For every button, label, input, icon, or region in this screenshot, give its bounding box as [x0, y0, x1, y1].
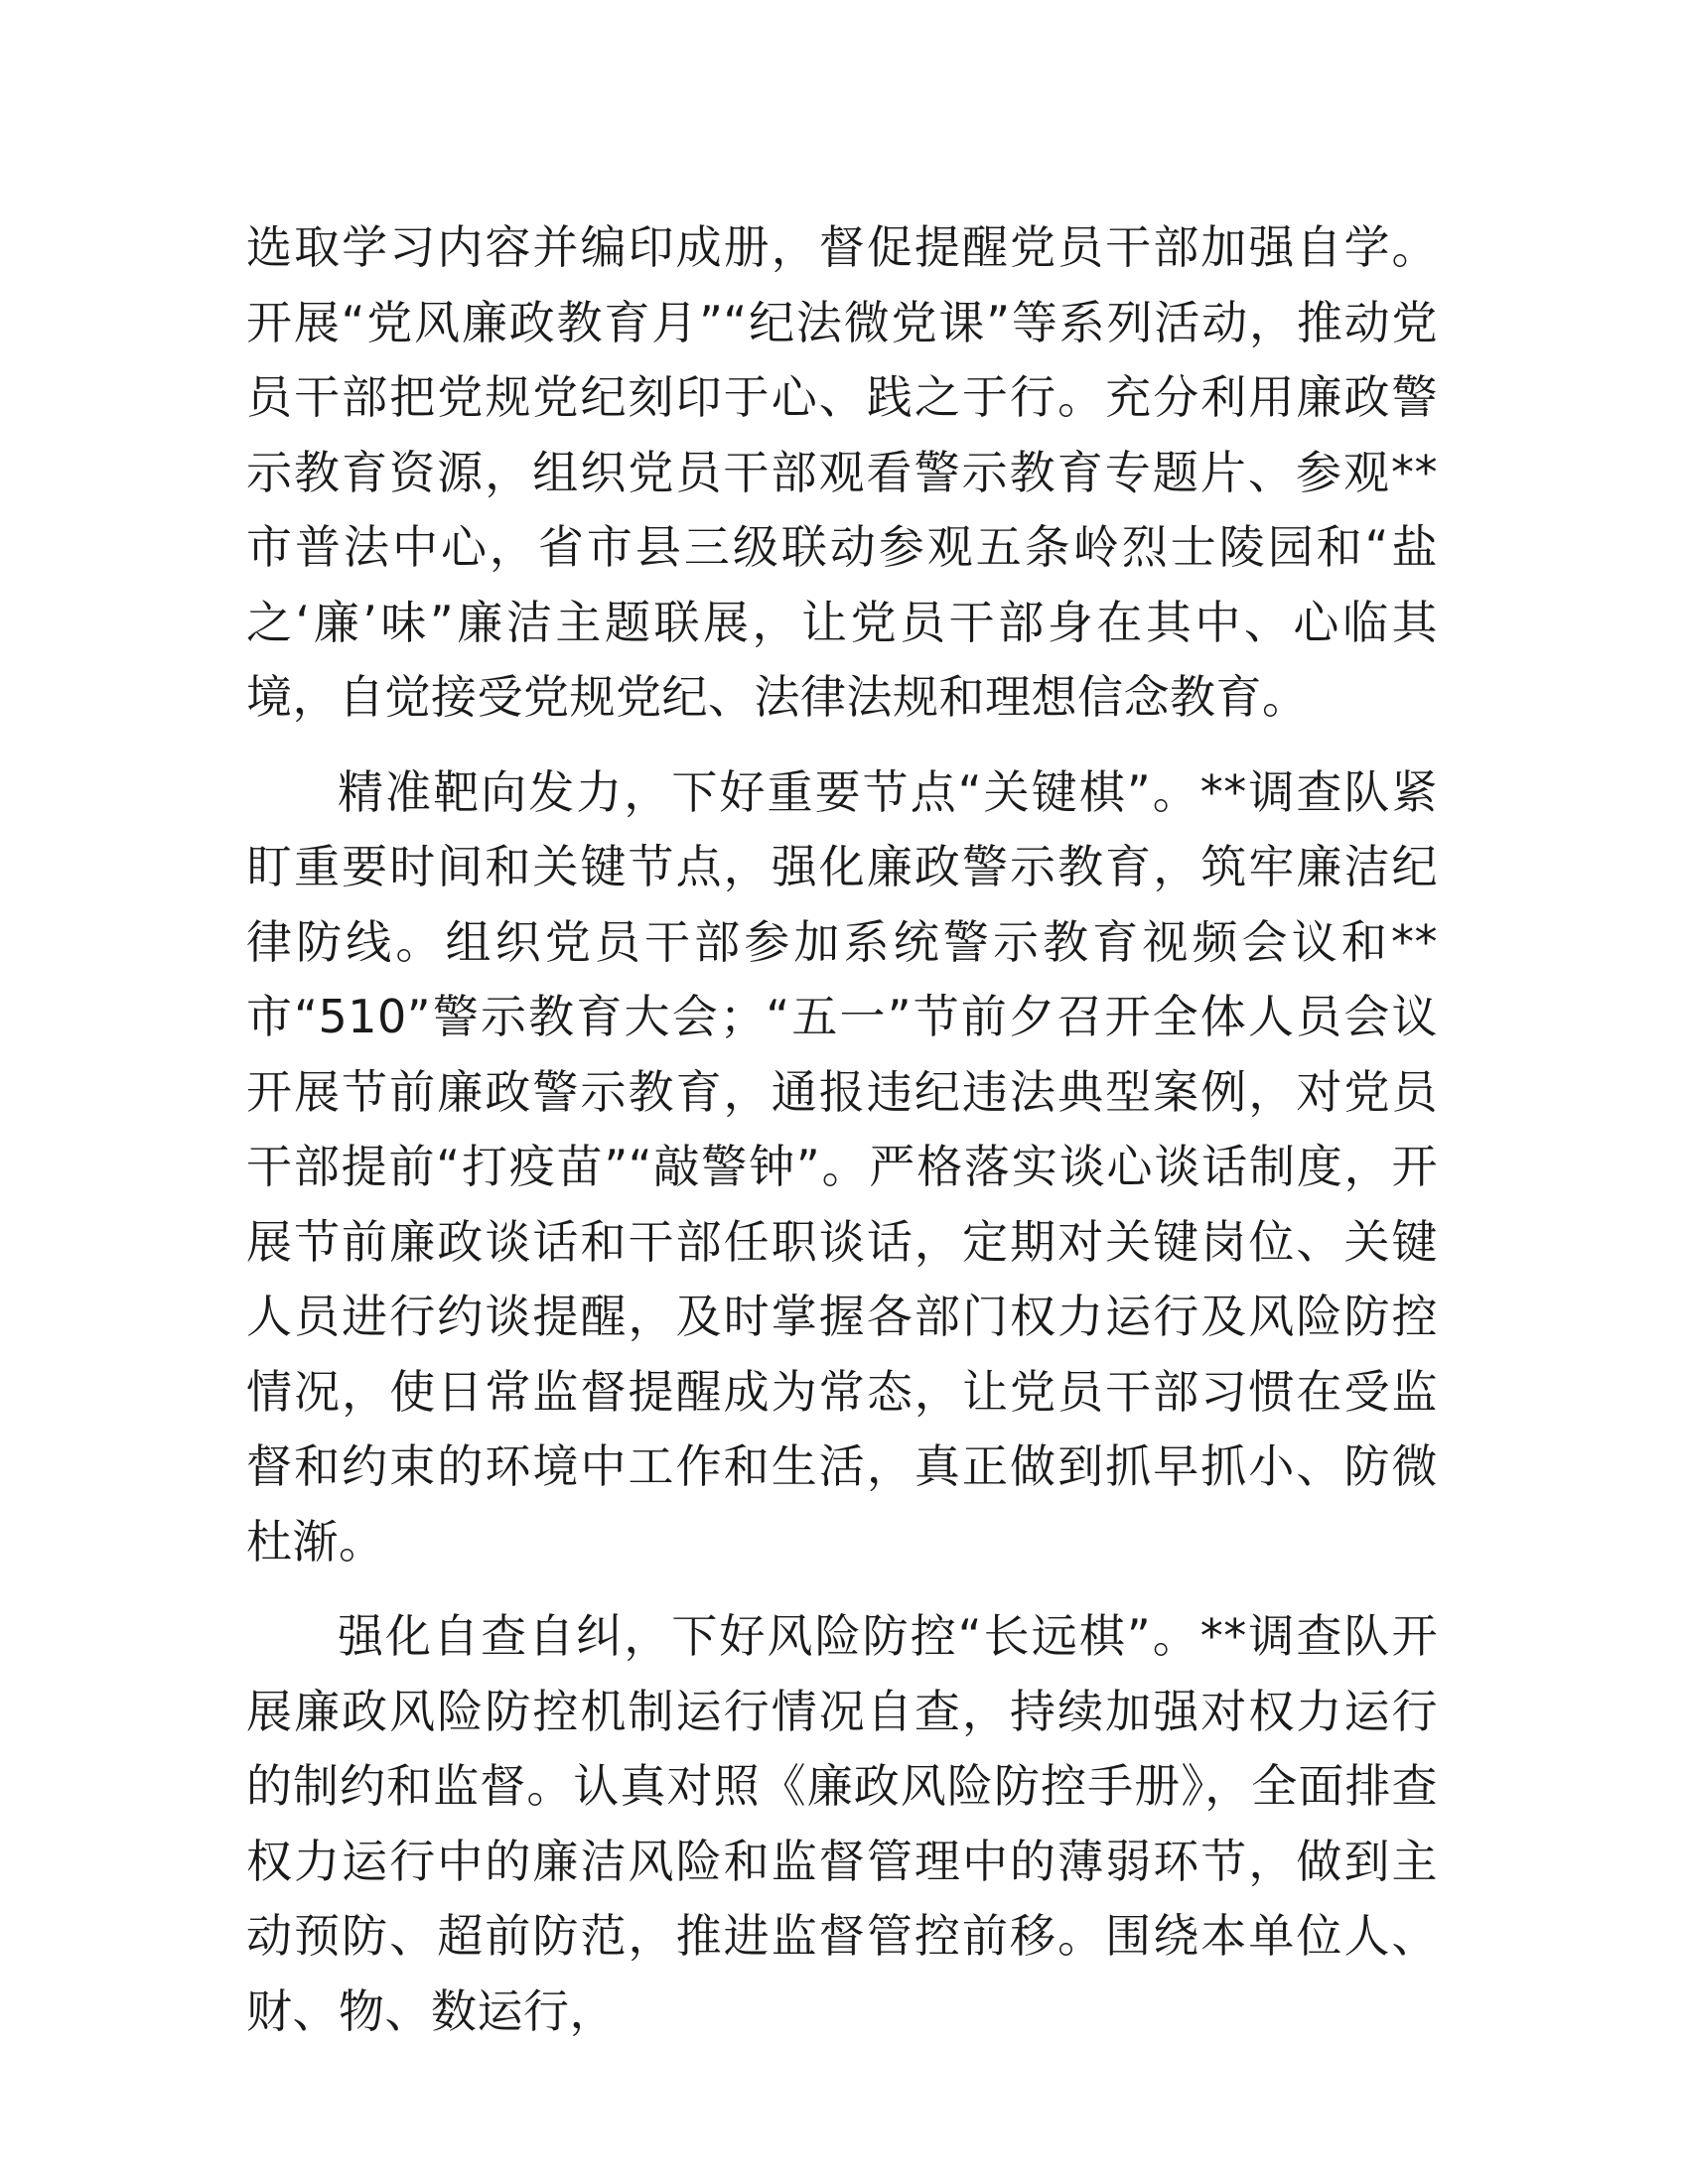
paragraph-2: 精准靶向发力，下好重要节点“关键棋”。**调查队紧盯重要时间和关键节点，强化廉政警示教育，筑牢廉洁纪律防线。组织党员干部参加系统警示教育视频会议和**市“510”警示教育大会；“五一”节前夕召开全体人员会议开展节前廉政警示教育，通报违纪违法典型案例，对党员干部提前“打疫苗”“敲警钟”。严格落实谈心谈话制度，开展节前廉政谈话和干部任职谈话，定期对关键岗位、关键人员进行约谈提醒，及时掌握各部门权力运行及风险防控情况，使日常监督提醒成为常态，让党员干部习惯在受监督和约束的环境中工作和生活，真正做到抓早抓小、防微杜渐。 — [246, 764, 1438, 1569]
paragraph-3: 强化自查自纠，下好风险防控“长远棋”。**调查队开展廉政风险防控机制运行情况自查，持续加强对权力运行的制约和监督。认真对照《廉政风险防控手册》，全面排查权力运行中的廉洁风险和监督管理中的薄弱环节，做到主动预防、超前防范，推进监督管控前移。围绕本单位人、财、物、数运行， — [246, 1609, 1438, 2038]
paragraph-1: 选取学习内容并编印成册，督促提醒党员干部加强自学。开展“党风廉政教育月”“纪法微党课”等系列活动，推动党员干部把党规党纪刻印于心、践之于行。充分利用廉政警示教育资源，组织党员干部观看警示教育专题片、参观**市普法中心，省市县三级联动参观五条岭烈士陵园和“盐之‘廉’味”廉洁主题联展，让党员干部身在其中、心临其境，自觉接受党规党纪、法律法规和理想信念教育。 — [246, 220, 1438, 724]
document-body — [246, 210, 1438, 2069]
